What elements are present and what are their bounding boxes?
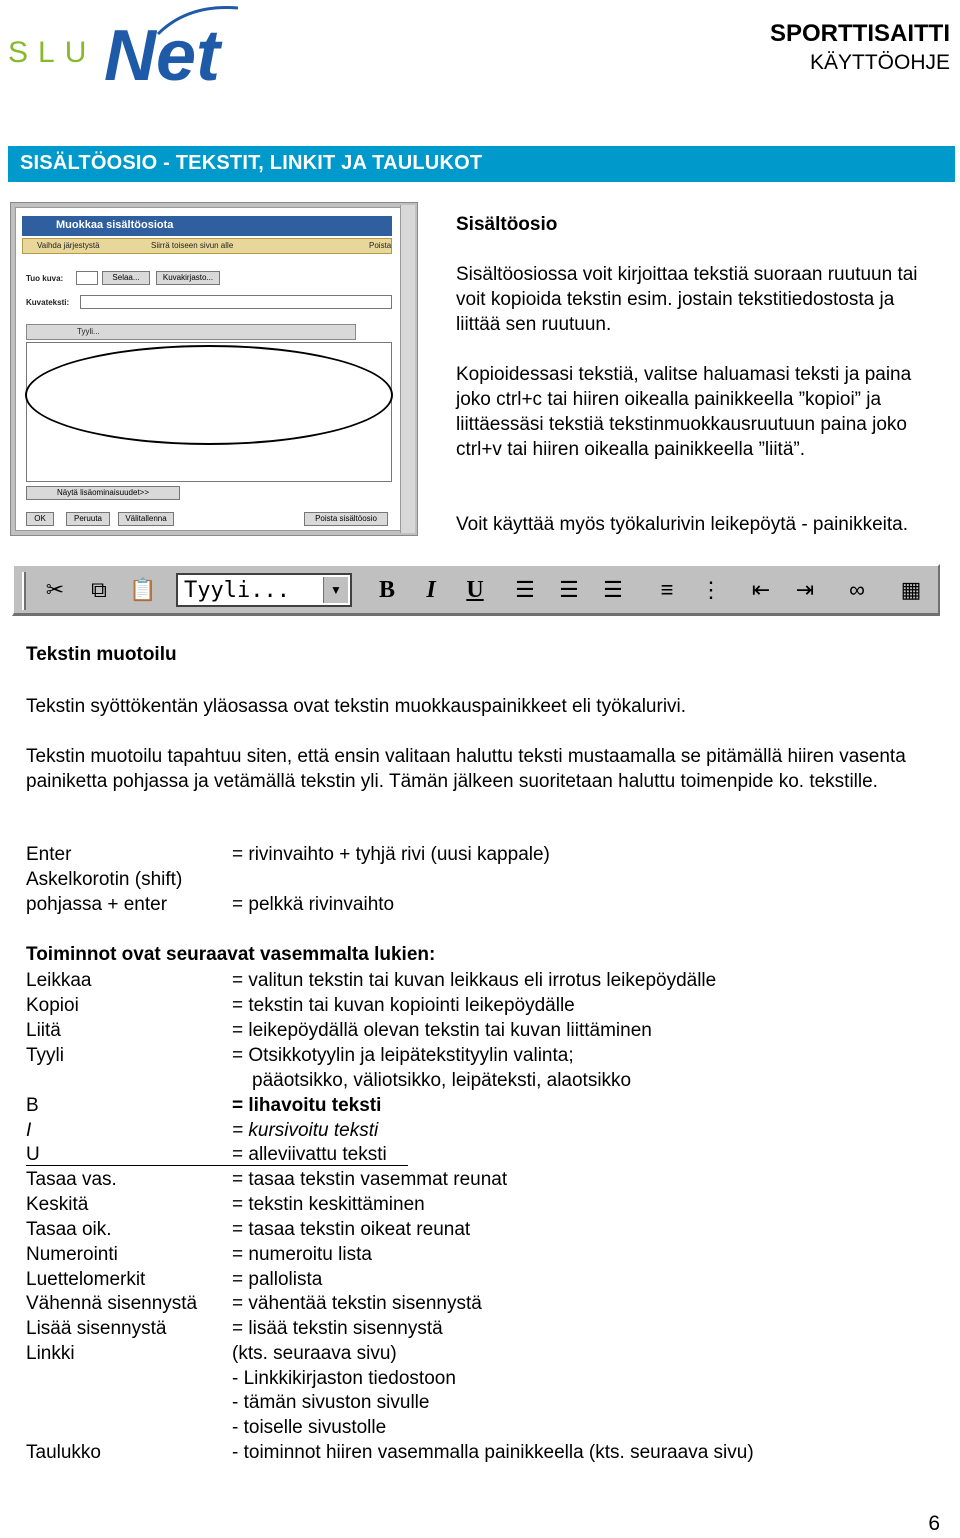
function-desc-cont: pääotsikko, väliotsikko, leipäteksti, alaotsikko (252, 1070, 632, 1091)
underline-icon[interactable]: U (466, 576, 484, 603)
doc-title: SPORTTISAITTI (770, 20, 950, 47)
function-desc: = numeroitu lista (232, 1244, 372, 1265)
svg-text:Net: Net (104, 16, 221, 94)
function-desc: = lisää tekstin sisennystä (232, 1318, 443, 1339)
function-name: Tasaa oik. (26, 1219, 112, 1240)
align-left-icon[interactable]: ☰ (515, 577, 535, 602)
paste-icon[interactable]: 📋 (129, 577, 157, 602)
chevron-down-icon: ▼ (323, 577, 348, 603)
function-desc: = Otsikkotyylin ja leipätekstityylin valinta; (232, 1045, 574, 1066)
intro-heading: Sisältöosio (456, 214, 558, 235)
save-draft-button[interactable]: Välitallenna (118, 512, 174, 526)
svg-text:SLU: SLU (8, 36, 97, 69)
import-image-input[interactable] (76, 271, 98, 285)
table-icon[interactable]: ▦ (900, 577, 922, 602)
mini-toolbar (26, 324, 356, 340)
italic-icon[interactable]: I (426, 576, 436, 603)
move-link[interactable]: Siirrä toiseen sivun alle (151, 241, 234, 250)
function-name: Linkki (26, 1343, 75, 1364)
function-desc: = tekstin tai kuvan kopiointi leikepöydälle (232, 995, 575, 1016)
function-name: Tyyli (26, 1045, 64, 1066)
doc-subtitle: KÄYTTÖOHJE (809, 51, 950, 74)
section-bar-title: SISÄLTÖOSIO - TEKSTIT, LINKIT JA TAULUKOT (20, 152, 483, 174)
function-desc: (kts. seuraava sivu) (232, 1343, 397, 1364)
key-enter: Enter (26, 844, 72, 865)
function-desc: - toiminnot hiiren vasemmalla painikkeella (kts. seuraava sivu) (232, 1442, 754, 1463)
key-enter-desc: = rivinvaihto + tyhjä rivi (uusi kappale) (232, 844, 550, 865)
function-desc: = alleviivattu teksti (232, 1144, 387, 1165)
underline-rule (26, 1165, 408, 1166)
function-name: Luettelomerkit (26, 1269, 146, 1290)
style-select[interactable] (176, 573, 352, 607)
caption-label: Kuvateksti: (26, 298, 70, 307)
reorder-link[interactable]: Vaihda järjestystä (37, 241, 100, 250)
ok-button[interactable]: OK (26, 512, 54, 526)
mini-style-select[interactable]: Tyyli... (77, 327, 100, 336)
function-desc-cont: - tämän sivuston sivulle (232, 1392, 430, 1413)
function-desc: = kursivoitu teksti (232, 1120, 379, 1141)
function-name: B (26, 1095, 39, 1116)
key-shift-enter-desc: = pelkkä rivinvaihto (232, 894, 395, 915)
function-name: Kopioi (26, 995, 79, 1016)
bullet-list-icon[interactable]: ⋮ (700, 577, 722, 602)
copy-icon[interactable]: ⧉ (91, 577, 107, 602)
image-library-button[interactable]: Kuvakirjasto... (156, 271, 220, 285)
align-right-icon[interactable]: ☰ (603, 577, 623, 602)
cancel-button[interactable]: Peruuta (66, 512, 110, 526)
formatting-paragraph-1: Tekstin syöttökentän yläosassa ovat tekstin muokkauspainikkeet eli työkalurivi. (26, 696, 687, 717)
cut-icon[interactable]: ✂ (45, 577, 65, 602)
editor-window-title: Muokkaa sisältöosiota (56, 219, 174, 231)
functions-heading: Toiminnot ovat seuraavat vasemmalta lukien: (26, 944, 436, 965)
caption-input[interactable] (80, 295, 392, 309)
intro-paragraph-2: Kopioidessasi tekstiä, valitse haluamasi teksti ja paina joko ctrl+c tai hiiren oikealla painikkeella ”kopioi” ja liittäessäsi tekstiä tekstinmuokkausruutuun paina joko ctrl+v tai hiiren oikealla painikkeella ”liitä”. (456, 364, 912, 460)
indent-icon[interactable]: ⇥ (795, 577, 815, 602)
toolbar-grip (22, 572, 26, 610)
highlight-oval (25, 345, 393, 445)
editor-toolbar (12, 564, 940, 616)
browse-button[interactable]: Selaa... (102, 271, 150, 285)
function-name: Lisää sisennystä (26, 1318, 167, 1339)
align-center-icon[interactable]: ☰ (559, 577, 579, 602)
numbered-list-icon[interactable]: ≡ (660, 577, 674, 602)
formatting-paragraph-2: Tekstin muotoilu tapahtuu siten, että ensin valitaan haluttu teksti mustaamalla se pitämällä hiiren vasenta painiketta pohjassa ja vetämällä tekstin yli. Tämän jälkeen suoritetaan haluttu toimenpide ko. tekstille. (26, 746, 906, 792)
editor-scrollbar[interactable] (400, 205, 415, 533)
function-name: Leikkaa (26, 970, 92, 991)
delete-section-button[interactable]: Poista sisältöosio (304, 512, 388, 526)
editor-titlebar (22, 216, 392, 236)
key-shift-enter: pohjassa + enter (26, 894, 168, 915)
bold-icon[interactable]: B (378, 576, 395, 603)
function-name: Vähennä sisennystä (26, 1293, 198, 1314)
formatting-heading: Tekstin muotoilu (26, 644, 177, 665)
editor-action-row (22, 238, 392, 254)
outdent-icon[interactable]: ⇤ (751, 577, 771, 602)
delete-link[interactable]: Poista (369, 241, 392, 250)
intro-paragraph-1: Sisältöosiossa voit kirjoittaa tekstiä suoraan ruutuun tai voit kopioida tekstin esim. jostain tekstitiedostosta ja liittää sen ruutuun. (456, 264, 918, 335)
link-icon[interactable]: ∞ (849, 577, 865, 602)
key-shift: Askelkorotin (shift) (26, 869, 183, 890)
function-desc: = pallolista (232, 1269, 323, 1290)
show-more-button[interactable]: Näytä lisäominaisuudet>> (26, 486, 180, 500)
function-name: Taulukko (26, 1442, 101, 1463)
style-select-value: Tyyli... (184, 578, 290, 603)
function-desc: = vähentää tekstin sisennystä (232, 1293, 482, 1314)
function-desc: = tekstin keskittäminen (232, 1194, 425, 1215)
function-name: I (26, 1120, 32, 1141)
function-desc-cont: - toiselle sivustolle (232, 1417, 387, 1438)
function-desc-cont: - Linkkikirjaston tiedostoon (232, 1368, 456, 1389)
editor-screenshot (10, 202, 418, 536)
function-name: Keskitä (26, 1194, 89, 1215)
function-desc: = lihavoitu teksti (232, 1095, 382, 1116)
function-name: Numerointi (26, 1244, 118, 1265)
function-desc: = tasaa tekstin oikeat reunat (232, 1219, 471, 1240)
slunet-logo (8, 4, 268, 94)
function-name: U (26, 1144, 40, 1165)
section-bar (8, 146, 955, 182)
function-desc: = valitun tekstin tai kuvan leikkaus eli irrotus leikepöydälle (232, 970, 717, 991)
function-name: Liitä (26, 1020, 61, 1041)
function-desc: = leikepöydällä olevan tekstin tai kuvan liittäminen (232, 1020, 652, 1041)
function-desc: = tasaa tekstin vasemmat reunat (232, 1169, 508, 1190)
function-name: Tasaa vas. (26, 1169, 117, 1190)
intro-paragraph-3: Voit käyttää myös työkalurivin leikepöytä - painikkeita. (456, 514, 908, 535)
page-number: 6 (928, 1512, 940, 1535)
import-image-label: Tuo kuva: (26, 274, 64, 283)
